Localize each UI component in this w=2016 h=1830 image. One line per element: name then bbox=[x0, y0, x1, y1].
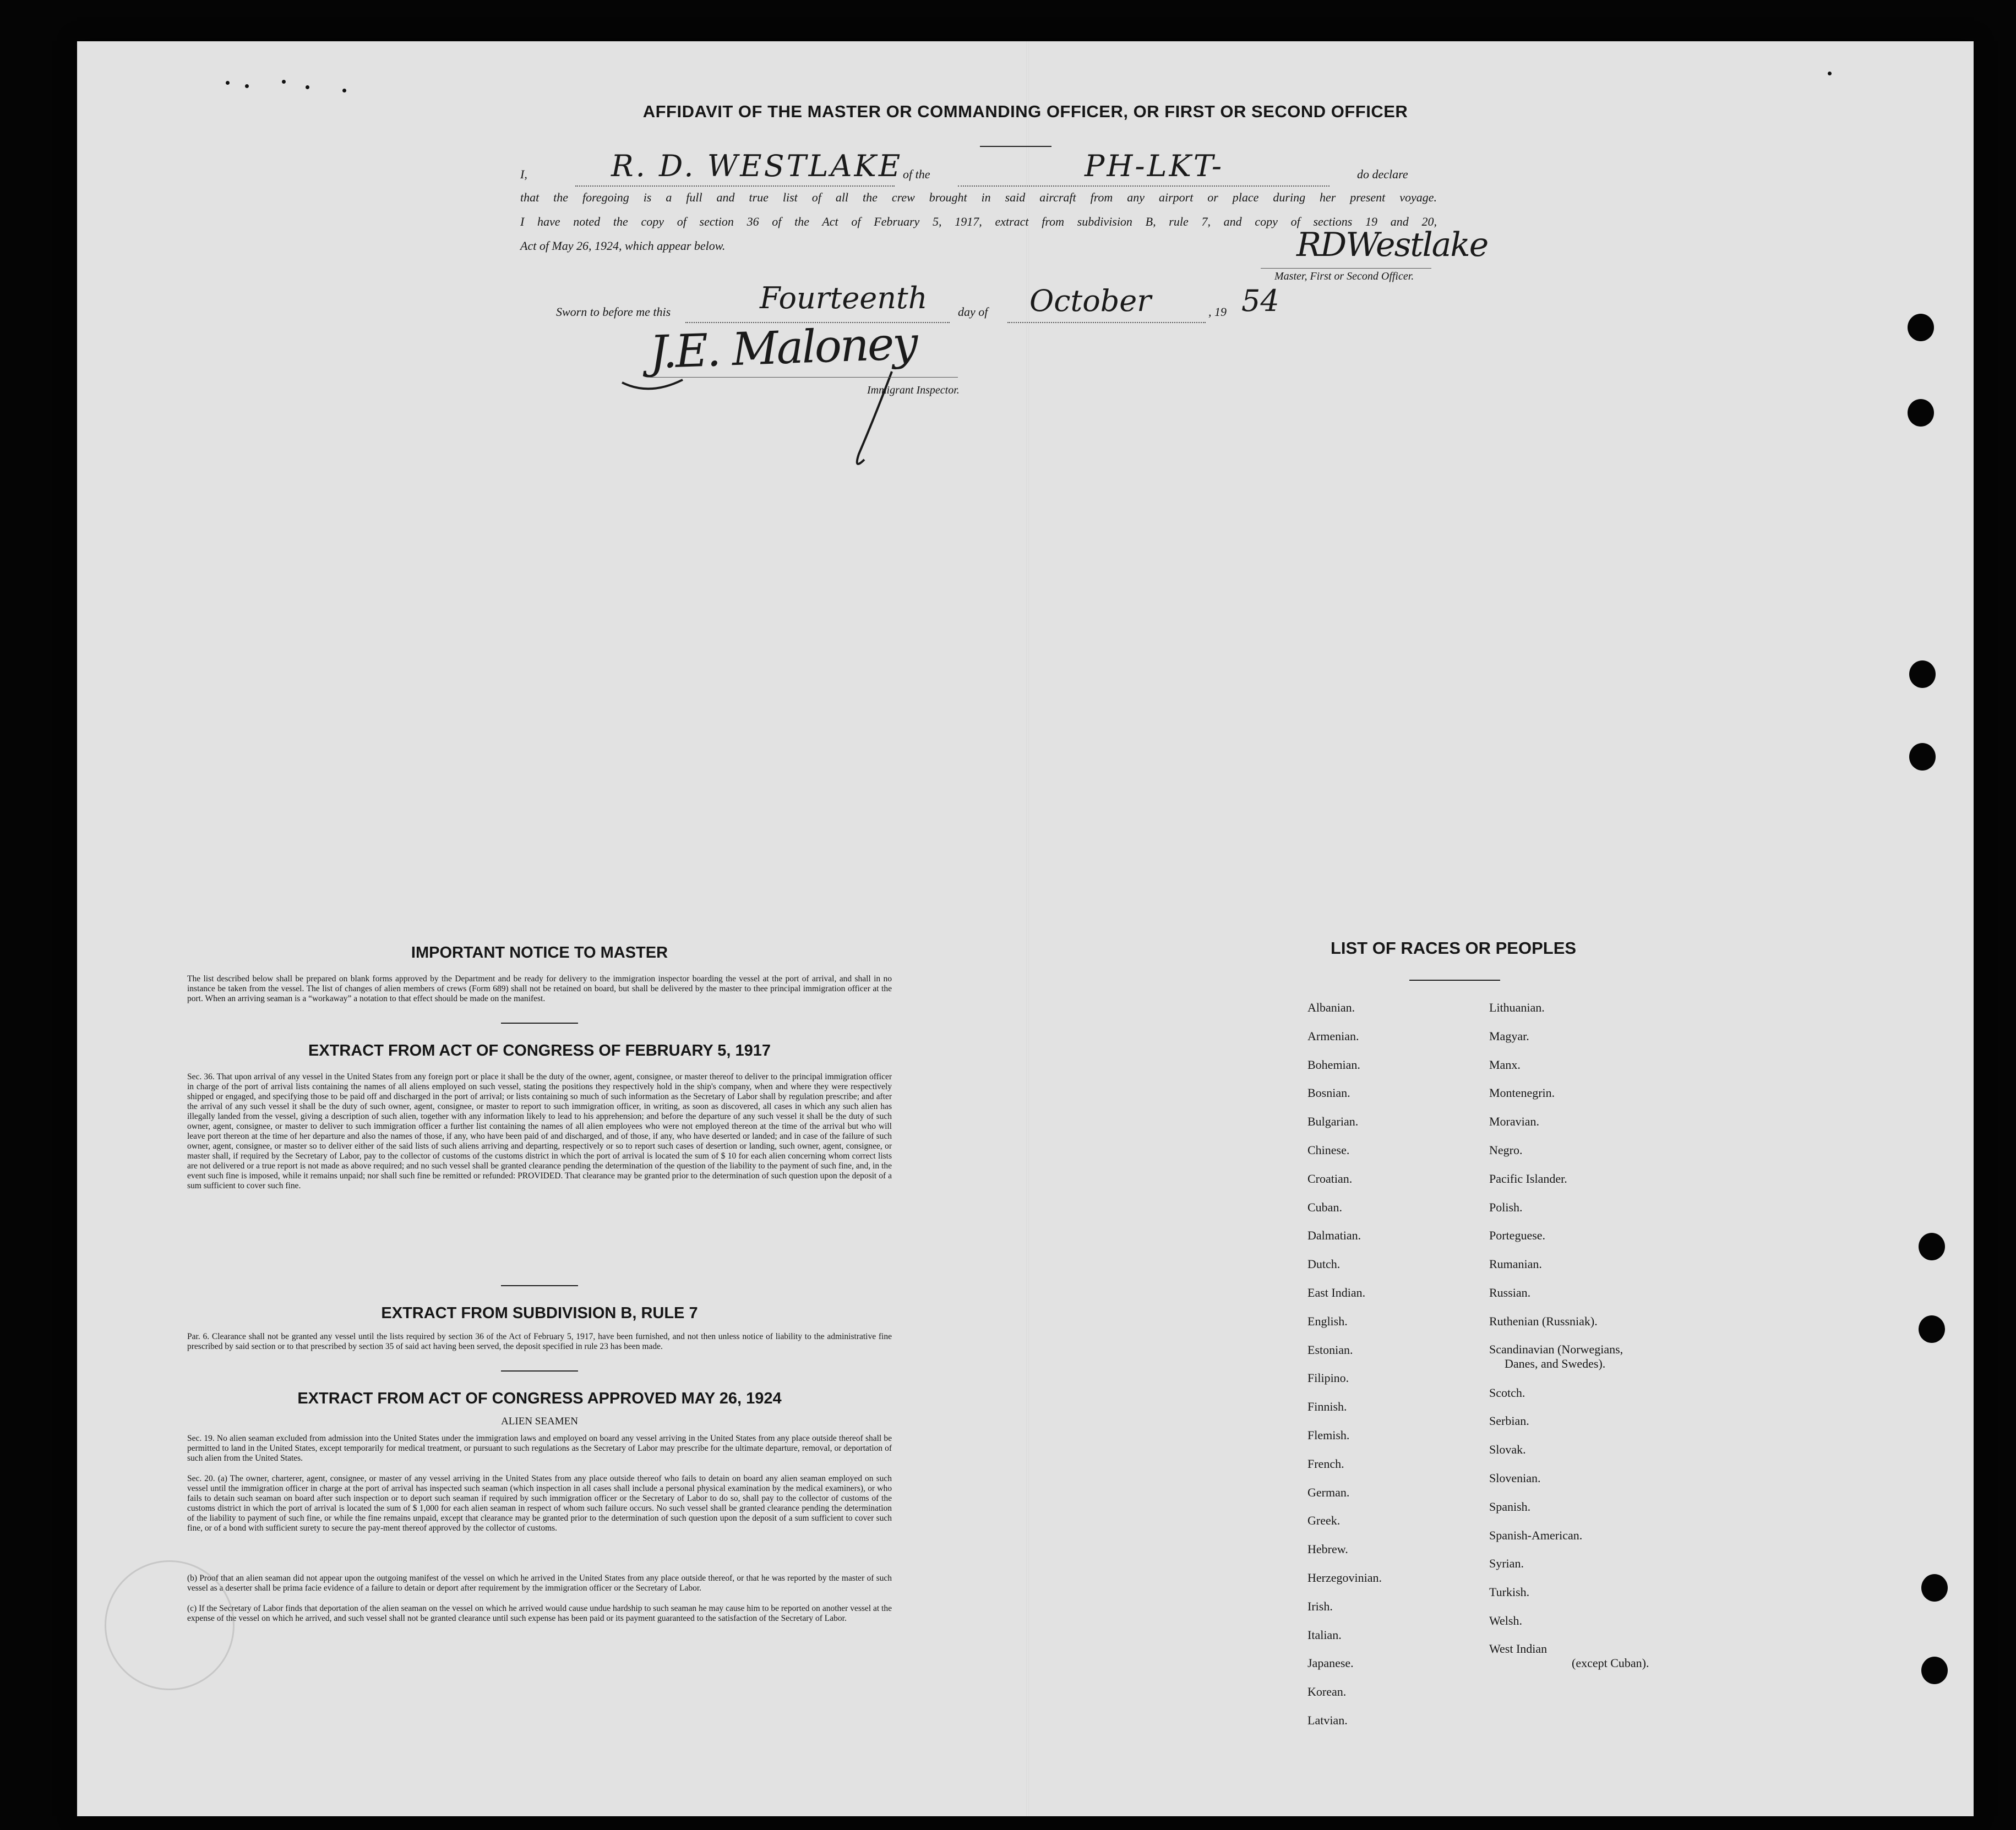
sworn-year: 54 bbox=[1241, 283, 1279, 318]
race-item: Turkish. bbox=[1489, 1585, 1530, 1599]
declarant-prefix: I, bbox=[520, 167, 527, 181]
race-item: German. bbox=[1307, 1485, 1350, 1499]
embossed-seal bbox=[105, 1560, 235, 1690]
race-item: Cuban. bbox=[1307, 1200, 1342, 1214]
subdivision-rule bbox=[501, 1370, 578, 1372]
affidavit-line-2: that the foregoing is a full and true list of all the crew brought in said aircraft from any airport or place during her present voyage. bbox=[520, 190, 1437, 204]
punch-hole bbox=[1909, 743, 1936, 771]
affidavit-title: AFFIDAVIT OF THE MASTER OR COMMANDING OFFICER, OR FIRST OR SECOND OFFICER bbox=[642, 102, 1408, 121]
officer-caption: Master, First or Second Officer. bbox=[1274, 270, 1414, 282]
race-item: Dalmatian. bbox=[1307, 1228, 1361, 1243]
races-left-column bbox=[1307, 993, 1382, 1735]
master-signature: RDWestlake bbox=[1296, 226, 1488, 264]
sec20a-text: Sec. 20. (a) The owner, charterer, agent, consignee, or master of any vessel arriving in the United States from any place outside thereof who fails to detain on board any alien seaman employed on such vessel until the immigration officer in charge at the port of arrival has inspected such seaman (which inspection in all cases shall include a personal physical examination by the medical examiners), or who fails to detain such seaman on board after such inspection or to deport such seaman if required by such immigration officer or the Secretary of Labor to do so, shall pay to the collector of customs of the customs district in which the port of arrival is located the sum of $ 1,000 for each alien seaman in respect of whom such failure occurs. No such vessel shall be granted clearance pending the determination of the liability to payment of such fine, or while the fine remains unpaid, except that clearance may be granted prior to the determination of such question upon the deposit of a sum sufficient to cover such fine, or of a bond with sufficient surety to secure the pay-ment thereof approved by the collector of customs. bbox=[187, 1474, 892, 1533]
race-item: Slovak. bbox=[1489, 1443, 1526, 1457]
race-item: Bulgarian. bbox=[1307, 1115, 1359, 1129]
extract-1924-subtitle: ALIEN SEAMEN bbox=[501, 1416, 578, 1427]
master-name: R. D. WESTLAKE bbox=[611, 149, 903, 183]
sec19-text: Sec. 19. No alien seaman excluded from admission into the United States under the immigration laws and employed on board any vessel arriving in the United States from any place outside thereof shall be permitted to land in the United States, except temporarily for medical treatment, or pursuant to such regulations as the Secretary of Labor may prescribe for the ultimate departure, removal, or deportation of such alien from the United States. bbox=[187, 1434, 892, 1463]
punch-hole bbox=[1919, 1233, 1945, 1260]
race-item: Finnish. bbox=[1307, 1400, 1347, 1414]
race-item: Russian. bbox=[1489, 1285, 1531, 1299]
race-item: Porteguese. bbox=[1489, 1228, 1546, 1243]
race-item: (except Cuban). bbox=[1572, 1656, 1649, 1670]
race-item: English. bbox=[1307, 1314, 1348, 1328]
race-item: Rumanian. bbox=[1489, 1257, 1542, 1271]
notice-rule bbox=[501, 1023, 578, 1024]
notice-title: IMPORTANT NOTICE TO MASTER bbox=[411, 944, 668, 962]
race-item: Syrian. bbox=[1489, 1556, 1524, 1571]
punch-hole bbox=[1909, 660, 1936, 688]
do-declare-label: do declare bbox=[1357, 167, 1408, 181]
aircraft-registration: PH-LKT- bbox=[1085, 149, 1224, 183]
punch-hole bbox=[1908, 399, 1934, 427]
race-item: Moravian. bbox=[1489, 1115, 1540, 1129]
race-item: Spanish. bbox=[1489, 1499, 1531, 1514]
day-of-label: day of bbox=[958, 305, 988, 319]
race-item: Lithuanian. bbox=[1489, 1001, 1545, 1014]
race-item: Armenian. bbox=[1307, 1029, 1359, 1043]
punch-hole bbox=[1908, 314, 1934, 341]
race-item: Albanian. bbox=[1307, 1001, 1355, 1014]
affidavit-line-4: Act of May 26, 1924, which appear below. bbox=[520, 239, 726, 253]
race-item: Scandinavian (Norwegians, bbox=[1489, 1342, 1623, 1356]
sworn-month: October bbox=[1029, 283, 1152, 318]
race-item: Hebrew. bbox=[1307, 1542, 1348, 1556]
punch-hole bbox=[1919, 1315, 1945, 1343]
race-item: Welsh. bbox=[1489, 1613, 1522, 1627]
race-item: Slovenian. bbox=[1489, 1471, 1541, 1485]
signature-flourish bbox=[617, 349, 925, 482]
race-item: Filipino. bbox=[1307, 1371, 1349, 1385]
race-item: Danes, and Swedes). bbox=[1505, 1356, 1606, 1370]
race-item: Polish. bbox=[1489, 1200, 1523, 1214]
race-item: Manx. bbox=[1489, 1057, 1521, 1072]
race-item: Japanese. bbox=[1307, 1656, 1354, 1670]
race-item: Scotch. bbox=[1489, 1385, 1525, 1400]
title-rule bbox=[980, 146, 1051, 147]
extract-1917-title: EXTRACT FROM ACT OF CONGRESS OF FEBRUARY 5, 1917 bbox=[308, 1042, 771, 1059]
sworn-label: Sworn to before me this bbox=[556, 305, 671, 319]
subdivision-text: Par. 6. Clearance shall not be granted any vessel until the lists required by section 36 of the Act of February 5, 1917, have been furnished, and not then unless notice of liability to the administrative fine prescribed by said section or to that prescribed by section 35 of said act having been served, the deposit specified in rule 23 has been made. bbox=[187, 1332, 892, 1351]
notice-text: The list described below shall be prepared on blank forms approved by the Department and be ready for delivery to the immigration inspector boarding the vessel at the port of arrival, and shall in no instance be taken from the vessel. The list of changes of alien members of crews (Form 689) shall not be retained on board, but shall be delivered by the master to thee principal immigration officer at the port. When an arriving seaman is a “workaway” a notation to that effect should be made on the manifest. bbox=[187, 974, 892, 1003]
race-item: Ruthenian (Russniak). bbox=[1489, 1314, 1598, 1328]
of-the-label: of the bbox=[903, 167, 930, 181]
race-item: Irish. bbox=[1307, 1599, 1333, 1613]
extract-1917-rule bbox=[501, 1285, 578, 1286]
sec20c-text: (c) If the Secretary of Labor finds that deportation of the alien seaman on the vessel on which he arrived would cause undue hardship to such seaman he may cause him to be reported on another vessel at the expense of the vessel on which he arrived, and such vessel shall not be granted clearance until such expense has been paid or its payment guaranteed to the satisfaction of the Secretary of Labor. bbox=[187, 1604, 892, 1623]
extract-1924-title: EXTRACT FROM ACT OF CONGRESS APPROVED MAY 26, 1924 bbox=[297, 1390, 782, 1407]
inspector-line bbox=[650, 377, 958, 378]
race-item: Flemish. bbox=[1307, 1428, 1350, 1442]
race-item: West Indian bbox=[1489, 1641, 1548, 1656]
document-page bbox=[77, 41, 1974, 1816]
sec20b-text: (b) Proof that an alien seaman did not appear upon the outgoing manifest of the vessel on which he arrived in the United States from any place outside thereof, or that he was reported by the master of such vessel as a deserter shall be prima facie evidence of a failure to detain or deport after requirement by the immigration officer or the Secretary of Labor. bbox=[187, 1574, 892, 1593]
races-rule bbox=[1409, 980, 1500, 981]
race-item: Greek. bbox=[1307, 1514, 1341, 1528]
affidavit-line-3: I have noted the copy of section 36 of the Act of February 5, 1917, extract from subdivision B, rule 7, and copy of sections 19 and 20, bbox=[520, 215, 1437, 228]
punch-hole bbox=[1921, 1574, 1948, 1602]
race-item: Herzegovinian. bbox=[1307, 1570, 1382, 1585]
race-item: Chinese. bbox=[1307, 1143, 1350, 1157]
race-item: Negro. bbox=[1489, 1143, 1523, 1157]
race-item: Bosnian. bbox=[1307, 1086, 1350, 1100]
center-fold bbox=[1027, 41, 1029, 1816]
year-prefix: , 19 bbox=[1208, 305, 1227, 319]
race-item: Croatian. bbox=[1307, 1171, 1353, 1186]
race-item: French. bbox=[1307, 1456, 1344, 1471]
punch-hole bbox=[1921, 1657, 1948, 1684]
extract-1917-text: Sec. 36. That upon arrival of any vessel in the United States from any foreign port or place it shall be the duty of the owner, agent, consignee, or master thereof to deliver to the principal immigration officer in charge of the port of arrival lists containing the names of all aliens employed on such vessel, stating the positions they respectively hold in the ship's company, when and where they were respectively shipped or engaged, and specifying those to be paid off and discharged in the port of arrival; or lists containing so much of such information as the Secretary of Labor shall by regulation prescribe; and after the arrival of any such vessel it shall be the duty of such owner, agent, consignee, or master to report to such immigration officer, in writing, as soon as discovered, all cases in which any such alien has illegally landed from the vessel, giving a description of such alien, together with any information likely to lead to his apprehension; and before the departure of any such vessel it shall be the duty of such owner, agent, consignee, or master to deliver to such immigration officer a further list containing the names of all alien employees who were not employed thereon at the time of the arrival but who will leave port thereon at the time of her departure and also the names of those, if any, who have been paid of and discharged, and of those, if any, who have deserted or landed; and in case of the failure of such owner, agent, consignee, or master so to deliver either of the said lists of such aliens arriving and departing, respectively or so to report such cases of desertion or landing, such owner, agent, consignee, or master shall, if required by the Secretary of Labor, pay to the collector of customs of the customs district in which the port of arrival is located the sum of $ 10 for each alien concerning whom correct lists are not delivered or a true report is not made as above required; and no such vessel shall be granted clearance pending the determination of the question of the liability to the payment of such fine, and, in the event such fine is imposed, while it remains unpaid; nor shall such fine be remitted or refunded: PROVIDED. That clearance may be granted prior to the determination of such question upon the deposit of a sum sufficient to cover such fine. bbox=[187, 1072, 892, 1190]
inspector-caption: Immigrant Inspector. bbox=[867, 384, 960, 396]
race-item: Dutch. bbox=[1307, 1257, 1341, 1271]
races-title: LIST OF RACES OR PEOPLES bbox=[1330, 938, 1577, 958]
subdivision-title: EXTRACT FROM SUBDIVISION B, RULE 7 bbox=[381, 1304, 698, 1322]
race-item: Italian. bbox=[1307, 1627, 1342, 1642]
sworn-day: Fourteenth bbox=[760, 281, 928, 315]
race-item: East Indian. bbox=[1307, 1285, 1366, 1299]
race-item: Spanish-American. bbox=[1489, 1528, 1583, 1542]
race-item: Estonian. bbox=[1307, 1342, 1353, 1357]
inspector-signature: J.E. Maloney bbox=[649, 317, 918, 379]
race-item: Magyar. bbox=[1489, 1029, 1529, 1043]
race-item: Bohemian. bbox=[1307, 1057, 1360, 1072]
race-item: Latvian. bbox=[1307, 1713, 1348, 1727]
race-item: Korean. bbox=[1307, 1685, 1347, 1699]
race-item: Pacific Islander. bbox=[1489, 1171, 1567, 1186]
races-right-column bbox=[1489, 993, 1649, 1670]
race-item: Serbian. bbox=[1489, 1414, 1529, 1428]
race-item: Montenegrin. bbox=[1489, 1086, 1555, 1100]
month-line bbox=[1007, 322, 1206, 323]
